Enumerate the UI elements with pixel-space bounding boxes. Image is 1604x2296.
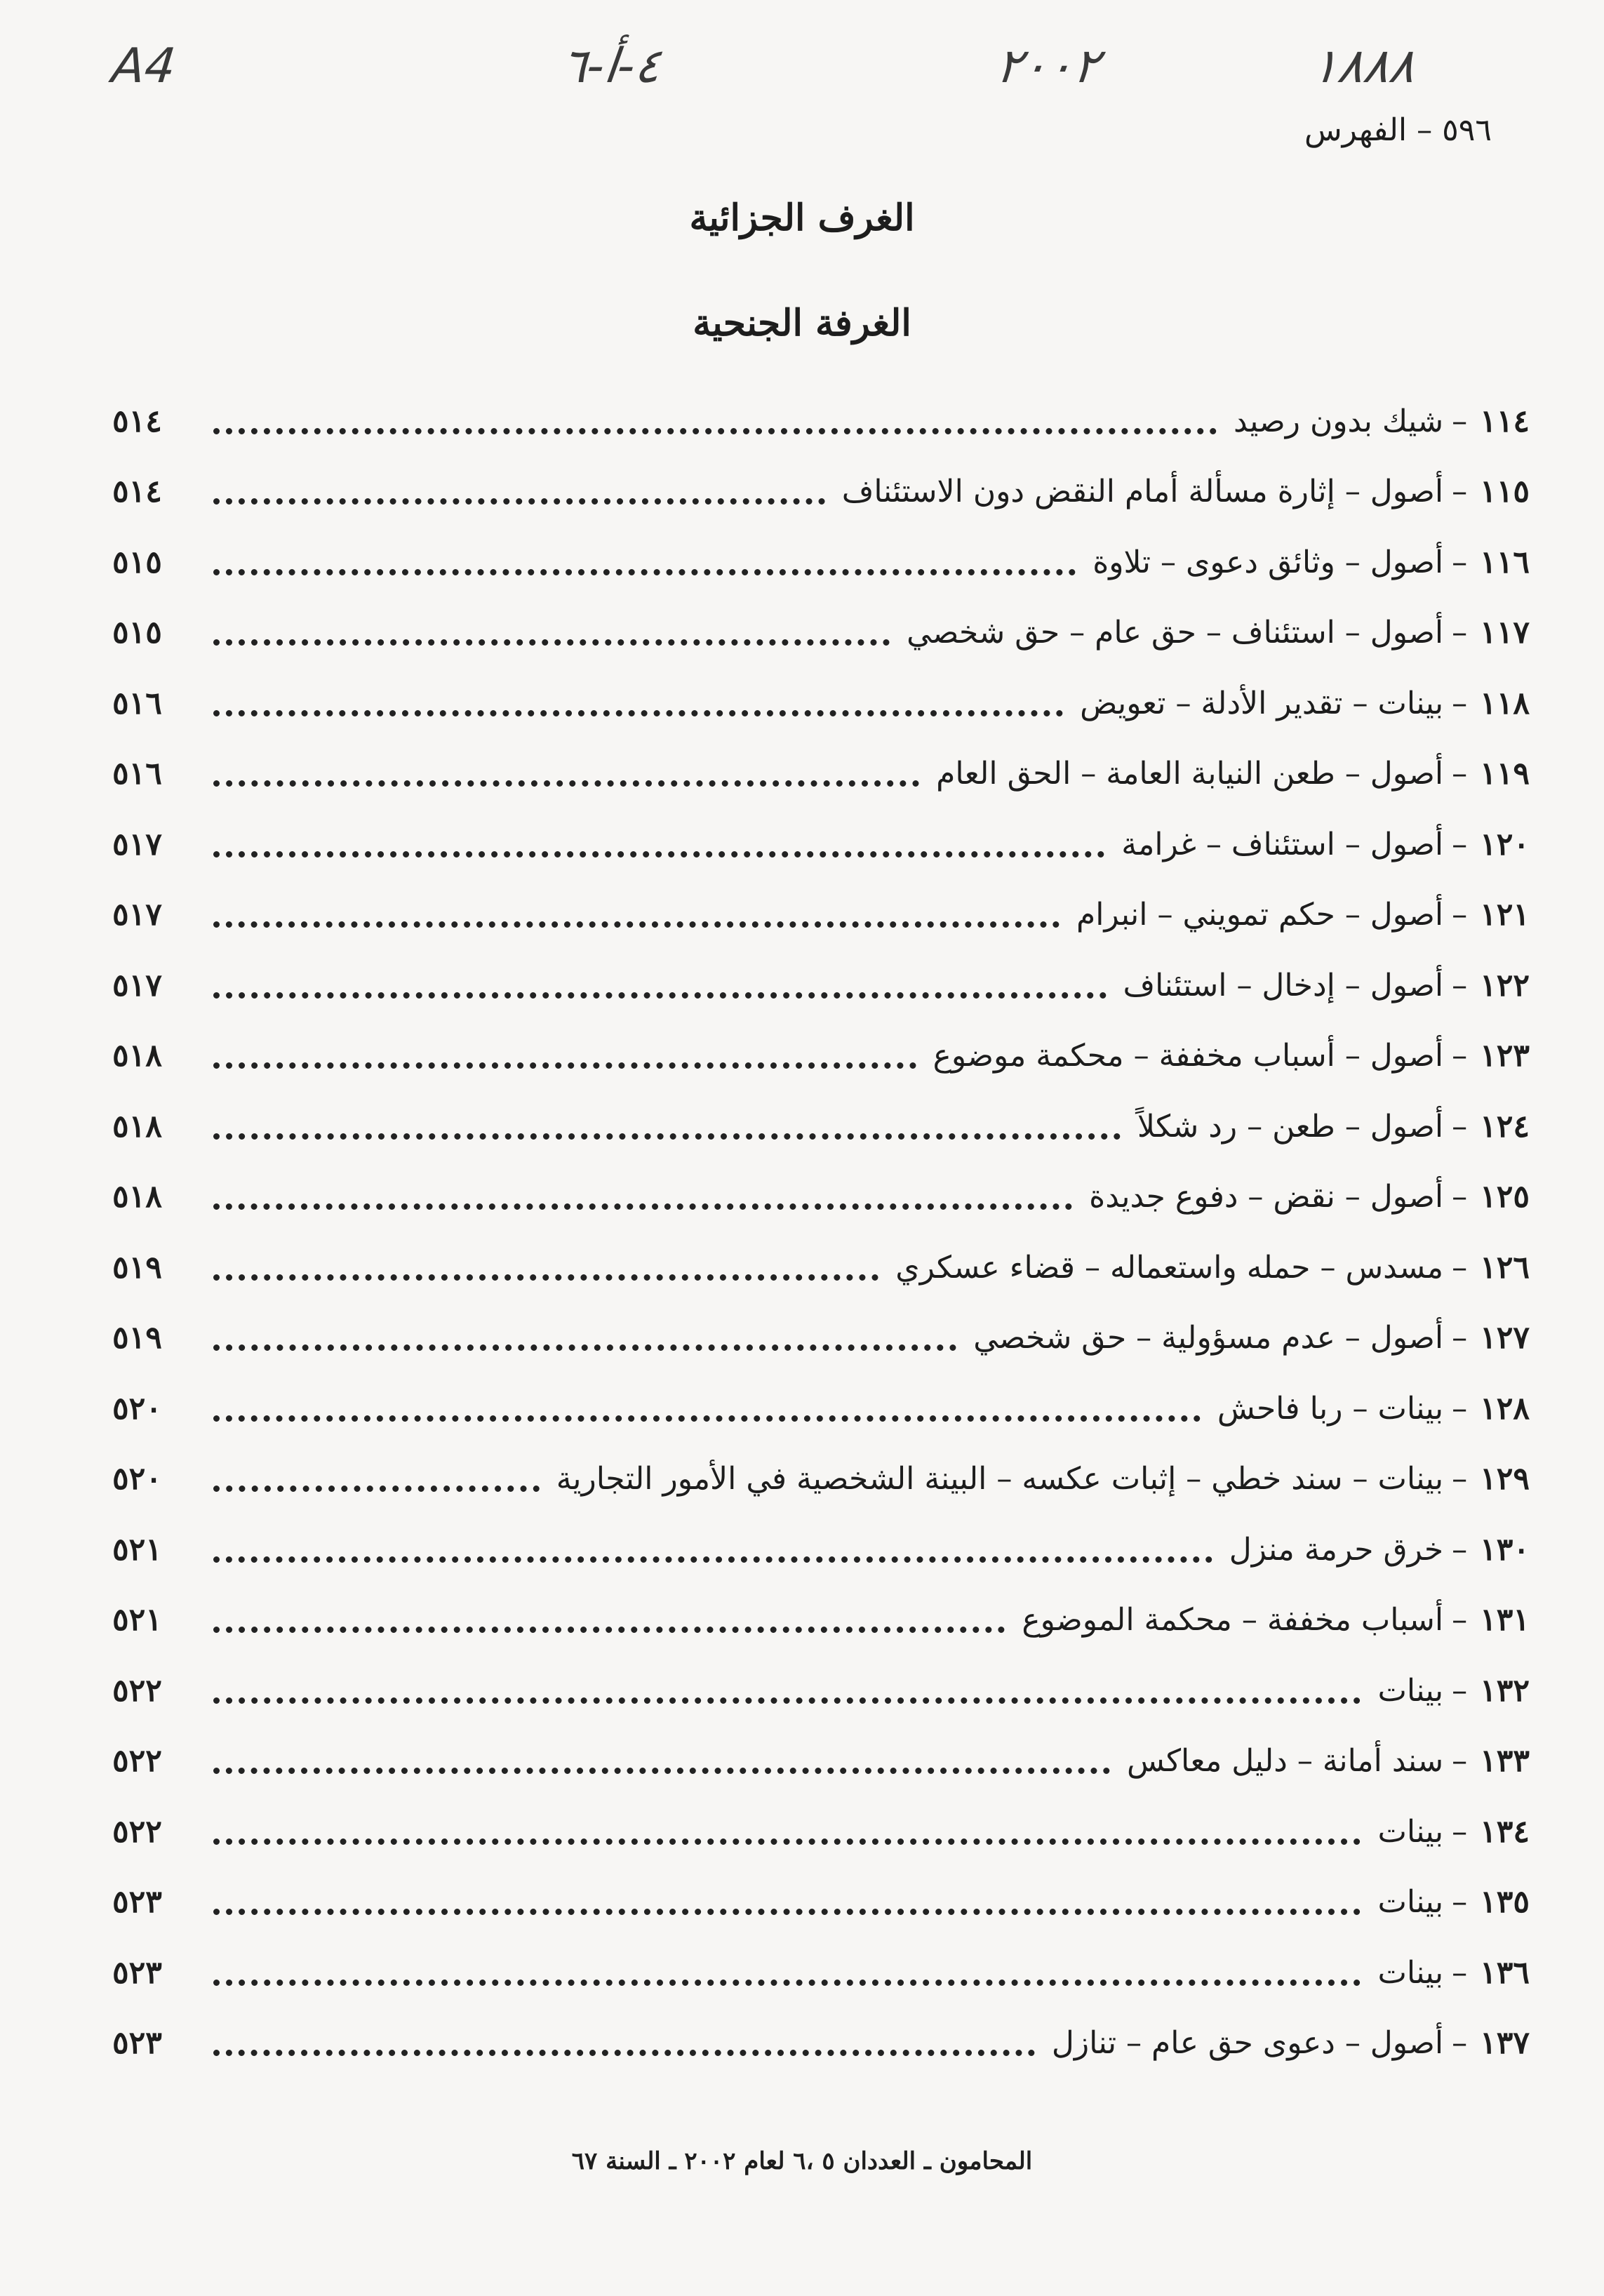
entry-number: ١١٧	[1480, 615, 1530, 651]
entry-page-number: ٥٢١	[112, 1602, 162, 1638]
entry-separator: –	[1452, 1884, 1468, 1921]
entry-title: أسباب مخففة – محكمة الموضوع	[1022, 1602, 1444, 1638]
dot-leader	[213, 569, 1076, 575]
entry-number: ١٣٠	[1480, 1531, 1530, 1568]
entry-separator: –	[1452, 1743, 1468, 1780]
table-of-contents	[112, 386, 1530, 2078]
toc-entry	[112, 1585, 1530, 1656]
entry-number: ١٣٤	[1480, 1813, 1530, 1850]
entry-title: بينات – تقدير الأدلة – تعويض	[1080, 685, 1444, 721]
entry-number: ١٢٥	[1480, 1179, 1530, 1215]
toc-entry	[112, 386, 1530, 457]
entry-separator: –	[1452, 1602, 1468, 1638]
entry-page-number: ٥٢٠	[112, 1461, 162, 1497]
dot-leader	[213, 1203, 1072, 1210]
entry-page-number: ٥١٦	[112, 685, 162, 721]
entry-page-number: ٥٢٠	[112, 1390, 162, 1427]
entry-number: ١٢١	[1480, 897, 1530, 933]
dot-leader	[213, 428, 1217, 434]
entry-number: ١٢٧	[1480, 1320, 1530, 1356]
dot-leader	[213, 1980, 1361, 1986]
toc-entry	[112, 1937, 1530, 2008]
entry-separator: –	[1452, 897, 1468, 933]
handwritten-note: A4	[109, 39, 178, 94]
dot-leader	[213, 1627, 1005, 1633]
entry-page-number: ٥٢٢	[112, 1743, 162, 1780]
entry-separator: –	[1452, 756, 1468, 792]
toc-entry	[112, 1162, 1530, 1233]
entry-page-number: ٥١٥	[112, 615, 162, 651]
handwritten-note: ٤-أ-٦	[558, 39, 664, 94]
entry-separator: –	[1452, 1672, 1468, 1709]
toc-entry	[112, 1867, 1530, 1938]
entry-separator: –	[1452, 1108, 1468, 1144]
entry-number: ١٢٦	[1480, 1249, 1530, 1286]
page-footer: المحامون ـ العددان ٥ ،٦ لعام ٢٠٠٢ ـ السنة ٦٧	[571, 2147, 1033, 2175]
entry-page-number: ٥١٤	[112, 474, 162, 510]
entry-separator: –	[1452, 967, 1468, 1003]
entry-title: أصول – دعوى حق عام – تنازل	[1051, 2025, 1444, 2062]
entry-separator: –	[1452, 1461, 1468, 1497]
entry-page-number: ٥١٧	[112, 826, 162, 862]
dot-leader	[213, 1909, 1361, 1915]
toc-entry	[112, 1796, 1530, 1867]
dot-leader	[213, 1838, 1361, 1845]
section-title: الغرف الجزائية	[689, 196, 915, 239]
entry-separator: –	[1452, 403, 1468, 439]
entry-page-number: ٥٢١	[112, 1531, 162, 1568]
entry-title: بينات – ربا فاحش	[1217, 1390, 1444, 1427]
toc-entry	[112, 1373, 1530, 1444]
entry-separator: –	[1452, 1249, 1468, 1286]
entry-page-number: ٥١٤	[112, 403, 162, 439]
entry-number: ١٣٣	[1480, 1743, 1530, 1780]
toc-entry	[112, 880, 1530, 951]
toc-entry	[112, 1303, 1530, 1374]
entry-title: بينات – سند خطي – إثبات عكسه – البينة الشخصية في الأمور التجارية	[556, 1461, 1444, 1497]
entry-title: أصول – استئناف – غرامة	[1121, 826, 1444, 862]
entry-title: بينات	[1377, 1813, 1444, 1850]
entry-title: بينات	[1377, 1954, 1444, 1991]
handwritten-note: ١٨٨٨	[1309, 39, 1418, 94]
entry-page-number: ٥٢٢	[112, 1672, 162, 1709]
entry-title: أصول – إثارة مسألة أمام النقض دون الاستئناف	[841, 474, 1444, 510]
entry-number: ١٣٦	[1480, 1954, 1530, 1991]
entry-page-number: ٥١٨	[112, 1038, 162, 1074]
entry-number: ١١٩	[1480, 756, 1530, 792]
handwritten-note: ٢٠٠٢	[993, 39, 1102, 94]
entry-separator: –	[1452, 2025, 1468, 2062]
entry-number: ١٢٨	[1480, 1390, 1530, 1427]
entry-number: ١٣٢	[1480, 1672, 1530, 1709]
entry-page-number: ٥١٧	[112, 897, 162, 933]
entry-title: خرق حرمة منزل	[1229, 1531, 1444, 1568]
dot-leader	[213, 1274, 878, 1281]
dot-leader	[213, 1062, 916, 1069]
entry-title: أصول – إدخال – استئناف	[1123, 967, 1444, 1003]
entry-number: ١٣١	[1480, 1602, 1530, 1638]
entry-separator: –	[1452, 1531, 1468, 1568]
dot-leader	[213, 1344, 956, 1351]
dot-leader	[213, 2050, 1035, 2056]
entry-page-number: ٥١٦	[112, 756, 162, 792]
entry-title: أصول – طعن – رد شكلاً	[1137, 1108, 1444, 1144]
page-header: ٥٩٦ – الفهرس	[1304, 112, 1492, 148]
entry-separator: –	[1452, 1813, 1468, 1850]
toc-entry	[112, 809, 1530, 880]
entry-number: ١١٤	[1480, 403, 1530, 439]
entry-page-number: ٥١٩	[112, 1249, 162, 1286]
entry-separator: –	[1452, 615, 1468, 651]
entry-page-number: ٥١٨	[112, 1179, 162, 1215]
dot-leader	[213, 498, 825, 505]
toc-entry	[112, 1514, 1530, 1585]
dot-leader	[213, 992, 1107, 999]
toc-entry	[112, 598, 1530, 669]
entry-number: ١٢٣	[1480, 1038, 1530, 1074]
entry-page-number: ٥٢٣	[112, 2025, 162, 2062]
dot-leader	[213, 1768, 1110, 1774]
toc-entry	[112, 457, 1530, 528]
entry-separator: –	[1452, 1038, 1468, 1074]
entry-title: أصول – حكم تمويني – انبرام	[1076, 897, 1444, 933]
entry-number: ١١٥	[1480, 474, 1530, 510]
toc-entry	[112, 1444, 1530, 1515]
entry-separator: –	[1452, 1179, 1468, 1215]
dot-leader	[213, 1697, 1361, 1704]
entry-page-number: ٥١٥	[112, 544, 162, 580]
entry-title: أصول – وثائق دعوى – تلاوة	[1092, 544, 1444, 580]
entry-title: أصول – عدم مسؤولية – حق شخصي	[973, 1320, 1444, 1356]
entry-page-number: ٥٢٢	[112, 1813, 162, 1850]
entry-separator: –	[1452, 826, 1468, 862]
entry-title: أصول – طعن النيابة العامة – الحق العام	[936, 756, 1444, 792]
entry-title: شيك بدون رصيد	[1234, 403, 1444, 439]
toc-entry	[112, 1232, 1530, 1303]
entry-page-number: ٥٢٣	[112, 1884, 162, 1921]
toc-entry	[112, 950, 1530, 1021]
entry-number: ١٣٧	[1480, 2025, 1530, 2062]
entry-number: ١١٨	[1480, 685, 1530, 721]
toc-entry	[112, 668, 1530, 739]
entry-page-number: ٥١٨	[112, 1108, 162, 1144]
dot-leader	[213, 1556, 1212, 1563]
entry-separator: –	[1452, 474, 1468, 510]
dot-leader	[213, 1415, 1201, 1422]
toc-entry	[112, 739, 1530, 810]
entry-title: بينات	[1377, 1884, 1444, 1921]
entry-page-number: ٥١٧	[112, 967, 162, 1003]
toc-entry	[112, 1091, 1530, 1162]
subsection-title: الغرفة الجنحية	[693, 302, 911, 345]
dot-leader	[213, 639, 890, 646]
entry-number: ١٢٠	[1480, 826, 1530, 862]
toc-entry	[112, 1021, 1530, 1092]
toc-entry	[112, 1726, 1530, 1797]
entry-separator: –	[1452, 1320, 1468, 1356]
toc-entry	[112, 527, 1530, 598]
entry-title: سند أمانة – دليل معاكس	[1127, 1743, 1444, 1780]
entry-number: ١٣٥	[1480, 1884, 1530, 1921]
entry-page-number: ٥٢٣	[112, 1954, 162, 1991]
dot-leader	[213, 1486, 540, 1492]
entry-title: أصول – استئناف – حق عام – حق شخصي	[907, 615, 1444, 651]
entry-separator: –	[1452, 1954, 1468, 1991]
entry-separator: –	[1452, 544, 1468, 580]
toc-entry	[112, 2008, 1530, 2079]
entry-page-number: ٥١٩	[112, 1320, 162, 1356]
entry-separator: –	[1452, 685, 1468, 721]
entry-title: أصول – أسباب مخففة – محكمة موضوع	[933, 1038, 1444, 1074]
entry-number: ١٢٢	[1480, 967, 1530, 1003]
dot-leader	[213, 851, 1104, 857]
entry-separator: –	[1452, 1390, 1468, 1427]
entry-number: ١٢٤	[1480, 1108, 1530, 1144]
dot-leader	[213, 780, 919, 787]
entry-title: مسدس – حمله واستعماله – قضاء عسكري	[895, 1249, 1444, 1286]
dot-leader	[213, 710, 1063, 716]
dot-leader	[213, 1133, 1121, 1140]
toc-entry	[112, 1655, 1530, 1726]
dot-leader	[213, 921, 1060, 928]
entry-number: ١٢٩	[1480, 1461, 1530, 1497]
entry-title: بينات	[1377, 1672, 1444, 1709]
entry-number: ١١٦	[1480, 544, 1530, 580]
entry-title: أصول – نقض – دفوع جديدة	[1089, 1179, 1444, 1215]
